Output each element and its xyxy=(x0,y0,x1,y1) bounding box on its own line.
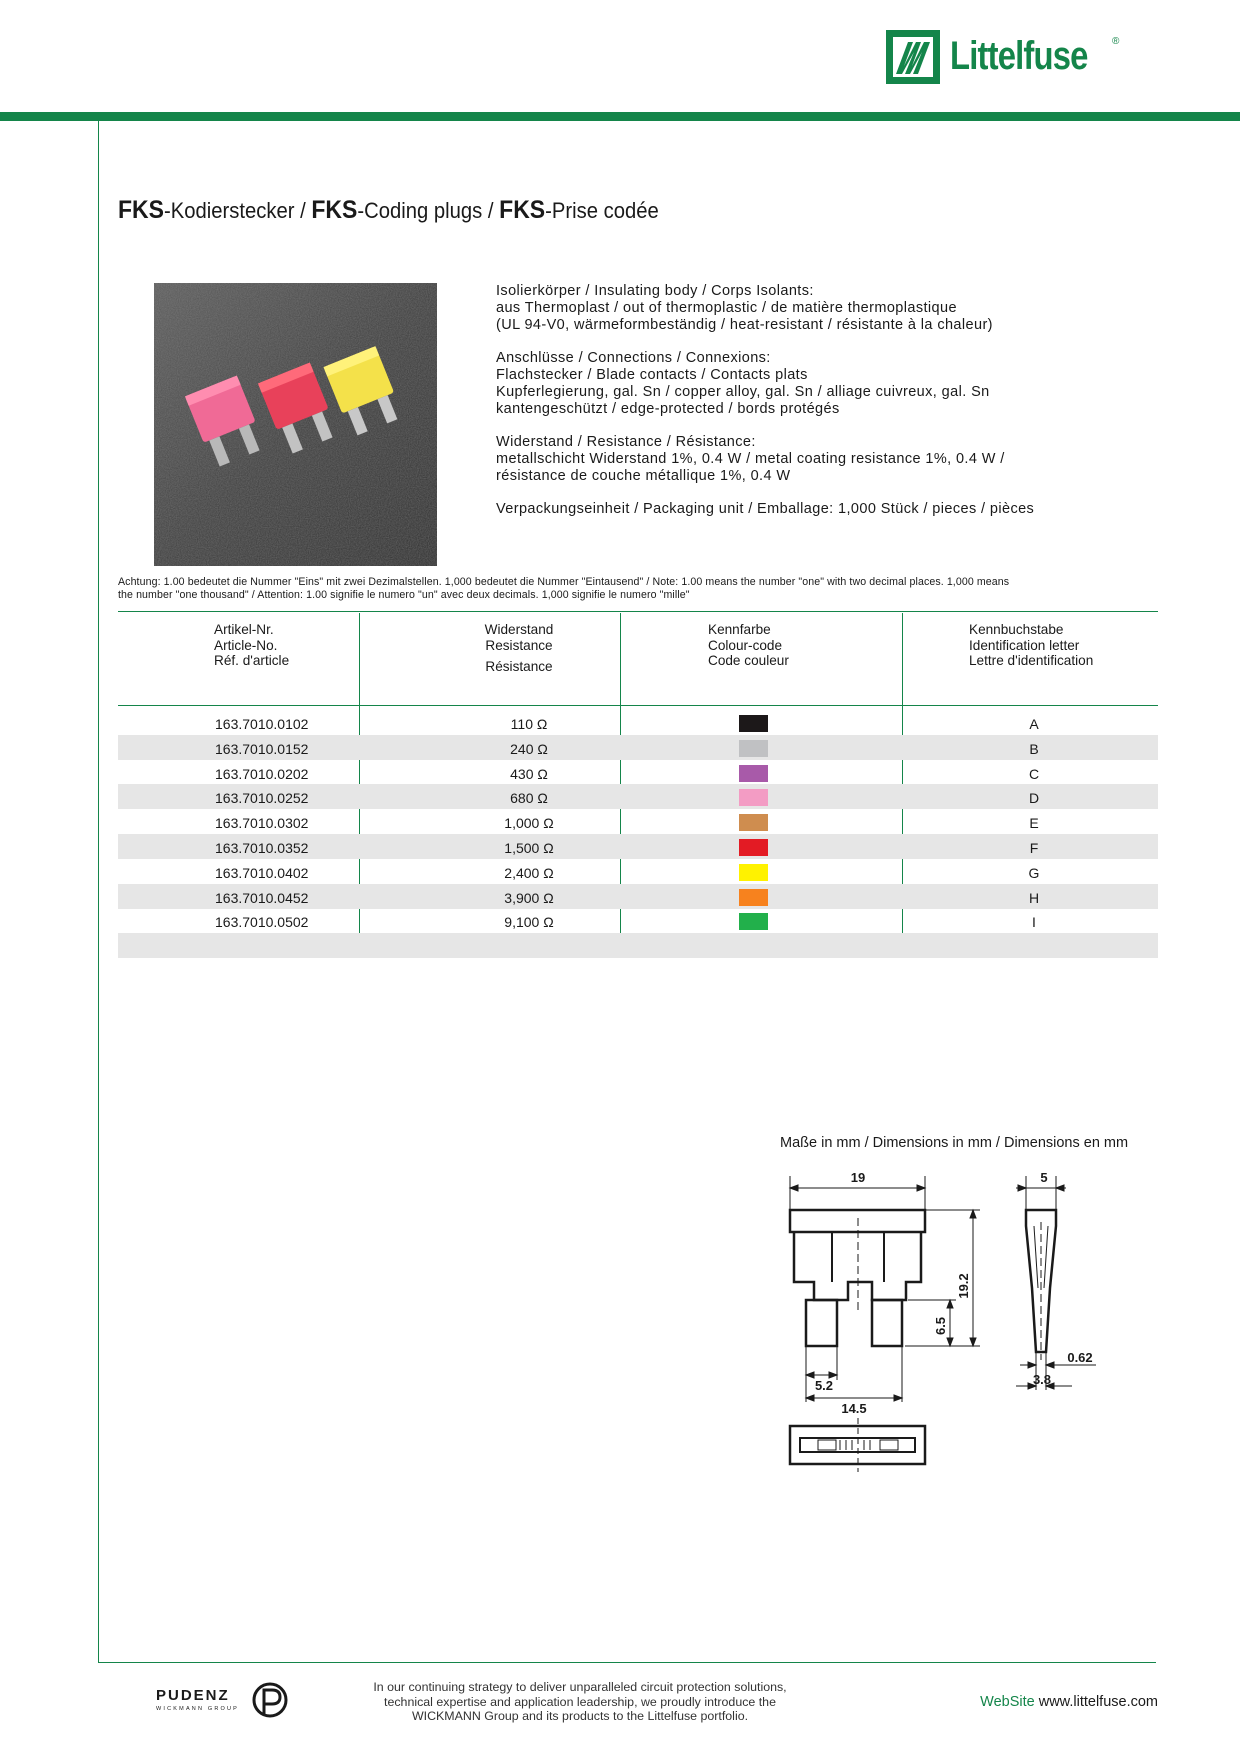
article-number: 163.7010.0402 xyxy=(215,864,309,881)
table-row xyxy=(118,884,1158,909)
spec-connections: Anschlüsse / Connections / Connexions: Flachstecker / Blade contacts / Contacts plats Kupferlegierung, gal. Sn / copper alloy, gal. Sn / alliage cuivreux, gal. Sn kantengeschützt / edge-protected / bords protégés xyxy=(496,350,990,417)
identification-letter: E xyxy=(1029,815,1039,832)
resistance-value: 110 Ω xyxy=(510,716,548,732)
colour-swatch xyxy=(739,789,768,806)
table-row xyxy=(118,735,1158,760)
brand-registered-mark: ® xyxy=(1112,36,1120,47)
dim-depth-label: 5 xyxy=(1040,1170,1048,1185)
identification-letter: C xyxy=(1028,765,1040,782)
identification-letter: I xyxy=(1032,914,1036,931)
table-row xyxy=(118,908,1158,933)
dim-height-label: 19.2 xyxy=(956,1273,971,1299)
identification-letter: B xyxy=(1029,740,1039,757)
spec-packaging: Verpackungseinheit / Packaging unit / Emballage: 1,000 Stück / pieces / pièces xyxy=(496,501,1035,518)
resistance-value: 2,400 Ω xyxy=(504,864,554,881)
identification-letter: G xyxy=(1028,864,1040,881)
pudenz-subtitle: WICKMANN GROUP xyxy=(156,1706,240,1712)
spec-insulating-body: Isolierkörper / Insulating body / Corps Isolants: aus Thermoplast / out of thermoplastic / de matière thermoplastique (UL 94-V0, wärmeformbeständig / heat-resistant / résistante à la chaleur) xyxy=(496,283,993,333)
table-row xyxy=(118,710,1158,735)
website[interactable] xyxy=(960,1694,1158,1710)
page-title: FKS-Kodierstecker / FKS-Coding plugs / FKS-Prise codée xyxy=(118,196,659,224)
article-number: 163.7010.0452 xyxy=(215,889,309,906)
table-row xyxy=(118,809,1158,834)
table-row xyxy=(118,784,1158,809)
colour-swatch xyxy=(739,864,768,881)
resistance-value: 430 Ω xyxy=(510,765,548,782)
dimensions-title: Maße in mm / Dimensions in mm / Dimensions en mm xyxy=(780,1135,1129,1151)
colour-swatch xyxy=(739,740,768,757)
article-number: 163.7010.0352 xyxy=(215,840,309,856)
article-number: 163.7010.0502 xyxy=(215,914,309,931)
dim-spacing-label: 14.5 xyxy=(841,1401,867,1416)
colour-swatch xyxy=(739,889,768,906)
pudenz-name: PUDENZ xyxy=(156,1687,230,1704)
pudenz-mark-icon xyxy=(254,1684,286,1716)
colour-swatch xyxy=(739,715,768,732)
dimension-drawing xyxy=(780,1160,1140,1490)
header-article: Artikel-Nr. Article-No. Réf. d'article xyxy=(214,622,290,668)
littelfuse-logo-icon xyxy=(886,30,940,84)
colour-swatch xyxy=(739,913,768,930)
table-row xyxy=(118,834,1158,859)
dim-width-label: 19 xyxy=(850,1170,866,1185)
decimal-note: Achtung: 1.00 bedeutet die Nummer "Eins" mit zwei Dezimalstellen. 1,000 bedeutet die Nummer "Eintausend" / Note: 1.00 means the number "one" with two decimal places. 1,000 means the number "one thousand" / Attention: 1.00 signifie le numero "un" avec deux decimals. 1,000 signifie le numero "mille" xyxy=(118,576,1010,601)
website-label: WebSite xyxy=(980,1694,1035,1710)
article-number: 163.7010.0152 xyxy=(215,740,309,757)
brand-name: Littelfuse xyxy=(950,34,1088,78)
resistance-value: 240 Ω xyxy=(510,740,548,757)
colour-swatch xyxy=(739,814,768,831)
article-table xyxy=(118,611,1158,957)
header-resistance: Widerstand Resistance Résistance xyxy=(484,622,554,674)
footer-rule xyxy=(98,1662,1156,1663)
identification-letter: H xyxy=(1028,889,1040,906)
dim-thickness-label: 0.62 xyxy=(1067,1350,1093,1365)
article-number: 163.7010.0252 xyxy=(215,790,309,807)
table-header-rule xyxy=(118,705,1158,706)
article-number: 163.7010.0302 xyxy=(215,815,309,832)
specifications xyxy=(496,283,1136,535)
dim-blade-depth-label: 3.8 xyxy=(1032,1372,1052,1387)
header-colour: Kennfarbe Colour-code Code couleur xyxy=(708,622,789,668)
colour-swatch xyxy=(739,765,768,782)
littelfuse-logo xyxy=(886,28,1121,86)
spec-resistance: Widerstand / Resistance / Résistance: metallschicht Widerstand 1%, 0.4 W / metal coating resistance 1%, 0.4 W / résistance de couche métallique 1%, 0.4 W xyxy=(496,434,1005,484)
article-number: 163.7010.0102 xyxy=(215,716,309,732)
website-link[interactable]: www.littelfuse.com xyxy=(1038,1694,1158,1710)
resistance-value: 3,900 Ω xyxy=(504,889,554,906)
resistance-value: 9,100 Ω xyxy=(504,914,554,931)
table-row xyxy=(118,933,1158,958)
table-row xyxy=(118,760,1158,785)
identification-letter: A xyxy=(1029,716,1039,732)
table-row xyxy=(118,859,1158,884)
dim-blade-width-label: 5.2 xyxy=(814,1378,834,1393)
pudenz-logo xyxy=(156,1682,291,1722)
header-letter: Kennbuchstabe Identification letter Lettre d'identification xyxy=(969,622,1094,668)
header-rule xyxy=(0,112,1240,121)
colour-swatch xyxy=(739,839,768,856)
identification-letter: D xyxy=(1028,790,1040,807)
coding-plugs-photo xyxy=(154,283,437,566)
resistance-value: 1,000 Ω xyxy=(504,815,554,832)
resistance-value: 1,500 Ω xyxy=(504,840,554,856)
article-number: 163.7010.0202 xyxy=(215,765,309,782)
footer-statement: In our continuing strategy to deliver unparalleled circuit protection solutions, technical expertise and application leadership, we proudly introduce the WICKMANN Group and its products to the Littelfuse portfolio. xyxy=(373,1680,787,1724)
dim-blade-label: 6.5 xyxy=(933,1316,948,1336)
table-top-rule xyxy=(118,611,1158,612)
identification-letter: F xyxy=(1029,840,1039,856)
resistance-value: 680 Ω xyxy=(510,790,548,807)
left-margin-rule xyxy=(98,121,99,1663)
